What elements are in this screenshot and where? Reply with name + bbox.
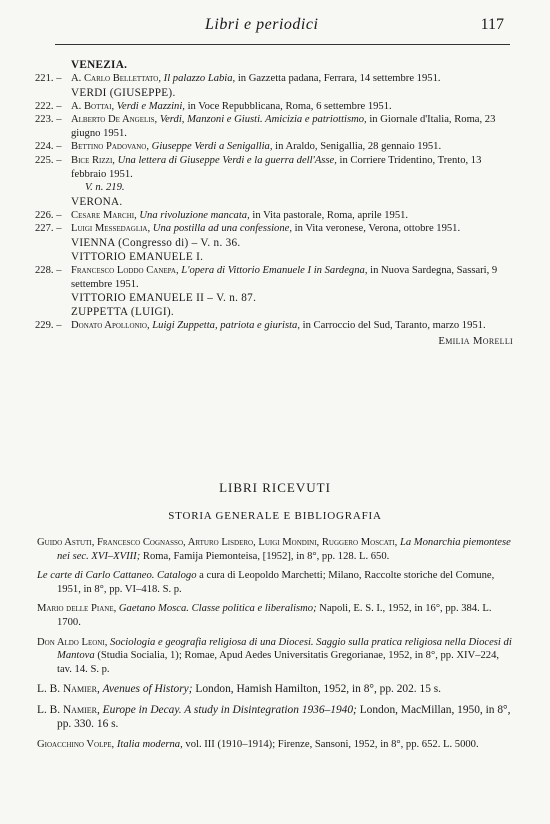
bibliography-entry <box>35 222 513 236</box>
header-rule <box>55 44 510 45</box>
entry-publication: in Carroccio del Sud, Taranto, marzo 1951. <box>302 320 486 332</box>
entry-number: 228. – <box>35 264 62 276</box>
book-entry <box>37 536 513 563</box>
section-heading: VITTORIO EMANUELE I. <box>71 250 204 263</box>
book-publication: (Studia Socialia, 1); Romae, Apud Aedes Universitatis Gregorianae, 1952, in 8°, pp. XIV–224, tav. 14. S. p. <box>57 650 500 675</box>
book-publication: vol. III (1910–1914); Firenze, Sansoni, 1952, in 8°, pp. 652. L. 5000. <box>185 738 479 750</box>
entry-author: Donato Apollonio, <box>71 320 150 332</box>
section-heading: VITTORIO EMANUELE II – V. n. 87. <box>71 292 257 305</box>
entry-author: Cesare Marchi, <box>71 209 137 221</box>
entry-publication: in Corriere Tridentino, Trento, 13 febbraio 1951. <box>71 154 482 180</box>
book-publication: Napoli, E. S. I., 1952, in 16°, pp. 384. L. 1700. <box>57 603 492 628</box>
book-author: Guido Astuti, Francesco Cognasso, Arturo Lisdero, Luigi Mondini, Ruggero Moscati, <box>37 537 398 548</box>
page-number: 117 <box>480 16 504 33</box>
book-entry <box>37 636 513 677</box>
entry-publication: in Vita pastorale, Roma, aprile 1951. <box>252 209 409 221</box>
bibliography-entry <box>35 113 513 140</box>
book-title: La Monarchia piemontese nei sec. XVI–XVIII; <box>57 537 511 562</box>
bibliography-entry <box>35 154 513 195</box>
entry-publication: in Gazzetta padana, Ferrara, 14 settembre 1951. <box>237 73 441 84</box>
book-publication: London, Hamish Hamilton, 1952, in 8°, pp. 202. 15 s. <box>195 683 442 696</box>
bibliography-entry <box>35 140 513 154</box>
entry-publication: in Araldo, Senigallia, 28 gennaio 1951. <box>275 141 442 153</box>
entry-publication: in Vita veronese, Verona, ottobre 1951. <box>294 223 461 235</box>
bibliography-entry <box>35 72 513 86</box>
entry-number: 221. – <box>35 73 62 84</box>
entry-author: Alberto De Angelis, <box>71 114 158 126</box>
book-title: Gaetano Mosca. Classe politica e liberalismo; <box>118 603 317 615</box>
book-entry <box>37 602 513 629</box>
entry-cross-reference: V. n. 219. <box>85 182 125 194</box>
book-entry <box>37 703 513 732</box>
entry-number: 225. – <box>35 154 62 166</box>
book-publication: London, MacMillan, 1950, in 8°, pp. 330. 16 s. <box>57 703 511 731</box>
author-signature: Emilia Morelli <box>438 334 513 347</box>
book-author: Don Aldo Leoni, <box>37 636 108 648</box>
section-heading: ZUPPETTA (LUIGI). <box>71 306 175 319</box>
entry-author: Bettino Padovano, <box>71 141 150 153</box>
bibliography-entry <box>35 319 513 333</box>
entry-title: Il palazzo Labia, <box>163 73 236 84</box>
entry-title: Verdi, Manzoni e Giusti. Amicizia e patriottismo, <box>159 114 367 126</box>
entry-author: A. Bottai, <box>71 100 115 112</box>
book-title: Italia moderna, <box>116 738 183 750</box>
books-received-list <box>37 536 513 757</box>
entry-number: 226. – <box>35 209 62 221</box>
entry-author: Bice Rizzi, <box>71 154 115 166</box>
book-publication: Roma, Famija Piemonteisa, [1952], in 8°, pp. 128. L. 650. <box>142 550 390 562</box>
entry-number: 229. – <box>35 320 62 332</box>
book-title: Sociologia e geografia religiosa di una Diocesi. Saggio sulla pratica religiosa nella Diocesi di Mantova <box>57 636 512 662</box>
section-heading: VIENNA (Congresso di) – V. n. 36. <box>71 236 241 249</box>
bibliography-entry <box>35 100 513 114</box>
running-head <box>0 14 550 36</box>
entry-number: 224. – <box>35 141 62 153</box>
book-title: Le carte di Carlo Cattaneo. Catalogo <box>37 570 197 582</box>
entry-author: Luigi Messedaglia, <box>71 223 151 235</box>
entry-publication: in Voce Repubblicana, Roma, 6 settembre 1951. <box>187 100 392 112</box>
libri-ricevuti-heading: LIBRI RICEVUTI <box>219 480 331 495</box>
book-publication: a cura di Leopoldo Marchetti; Milano, Raccolte storiche del Comune, 1951, in 8°, pp. VI–418. S. p. <box>57 570 495 595</box>
entry-author: A. Carlo Bellettato, <box>71 73 162 84</box>
entry-number: 223. – <box>35 114 62 126</box>
book-author: L. B. Namier, <box>37 703 100 716</box>
running-title: Libri e periodici <box>205 16 319 33</box>
book-author: L. B. Namier, <box>37 683 100 696</box>
book-title: Avenues of History; <box>102 683 193 696</box>
bibliography-entries <box>35 58 513 348</box>
book-title: Europe in Decay. A study in Disintegration 1936–1940; <box>102 703 357 716</box>
entry-title: Una rivoluzione mancata, <box>139 209 250 221</box>
entry-number: 222. – <box>35 100 62 112</box>
book-entry <box>37 682 513 696</box>
entry-publication: in Nuova Sardegna, Sassari, 9 settembre 1951. <box>71 264 498 290</box>
book-entry <box>37 738 513 752</box>
entry-author: Francesco Loddo Canepa, <box>71 264 179 276</box>
book-author: Gioacchino Volpe, <box>37 738 115 750</box>
entry-publication: in Giornale d'Italia, Roma, 23 giugno 1951. <box>71 114 496 139</box>
entry-number: 227. – <box>35 223 62 235</box>
bibliography-entry <box>35 209 513 223</box>
storia-generale-heading: STORIA GENERALE E BIBLIOGRAFIA <box>168 510 382 522</box>
section-heading: VERONA. <box>71 195 123 208</box>
entry-title: Una lettera di Giuseppe Verdi e la guerra dell'Asse, <box>117 154 337 166</box>
entry-title: Verdi e Mazzini, <box>116 100 185 112</box>
entry-title: L'opera di Vittorio Emanuele I in Sardegna, <box>181 264 368 276</box>
entry-title: Luigi Zuppetta, patriota e giurista, <box>152 320 301 332</box>
book-author: Mario delle Piane, <box>37 603 117 615</box>
book-entry <box>37 569 513 596</box>
entry-title: Giuseppe Verdi a Senigallia, <box>151 141 273 153</box>
section-heading: VENEZIA. <box>71 59 128 71</box>
section-heading: VERDI (GIUSEPPE). <box>71 86 176 99</box>
entry-title: Una postilla ad una confessione, <box>152 223 292 235</box>
bibliography-entry <box>35 264 513 291</box>
